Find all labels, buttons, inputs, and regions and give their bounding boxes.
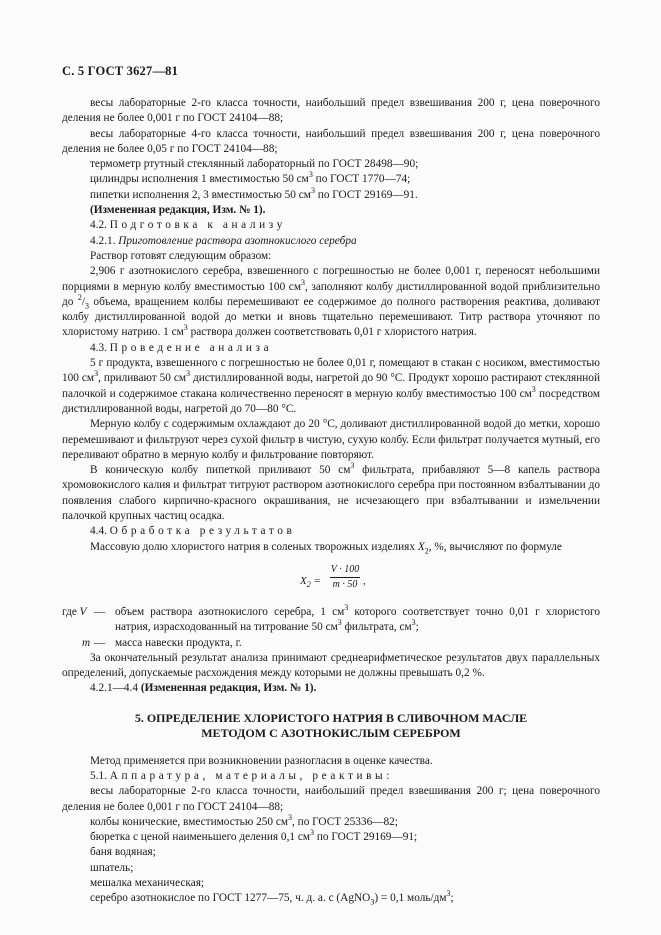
section-heading-4-4: 4.4. Обработка результатов — [90, 525, 296, 538]
formula-denominator: m · 50 — [332, 578, 358, 590]
paragraph: Массовую долю хлористого натрия в соленых творожных изделиях $X_2$, %, вычисляют по формуле — [90, 540, 562, 555]
paragraph: Раствор готовят следующим образом: — [90, 249, 272, 262]
section-heading-4-2: 4.2. Подготовка к анализу — [90, 219, 286, 232]
section-heading-4-2-1: 4.2.1. Приготовление раствора азотнокислого серебра — [90, 234, 357, 247]
list-item: шпатель; — [90, 861, 134, 874]
list-item: мешалка механическая; — [90, 877, 205, 890]
paragraph: За окончательный результат анализа принимают среднеарифметическое результатов двух параллельных определений, допускаемые расхождения между которыми не должны превышать 0,2 %. — [62, 651, 600, 680]
fraction-bar — [330, 577, 360, 578]
list-item: весы лабораторные 2-го класса точности, наибольший предел взвешивания 200 г; цена поверочного деления не более 0,001 г по ГОСТ 24104—88; — [62, 785, 600, 813]
section-heading-5-1: 5.1. Аппаратура, материалы, реактивы: — [90, 769, 393, 782]
amendment-note: 4.2.1—4.4 (Измененная редакция, Изм. № 1). — [90, 682, 317, 695]
where-item-m: m — масса навески продукта, г. — [82, 636, 242, 649]
paragraph: 2,906 г азотнокислого серебра, взвешенного с погрешностью не более 0,001 г, переносят небольшими порциями в мерную колбу вместимостью 100 $см^3$, заполняют колбу дистиллированной водой приблизительно до $^2/_3$ объема, вращением колбы перемешивают ее содержимое до полного растворения реактива, доливают колбу дистиллированной водой до метки и вновь тщательно перемешивают. Титр раствора уточняют по хлористому натрию. 1 $см^3$ раствора должен соответствовать 0,01 г хлористого натрия. — [62, 265, 600, 339]
section-5-title: 5. ОПРЕДЕЛЕНИЕ ХЛОРИСТОГО НАТРИЯ В СЛИВОЧНОМ МАСЛЕ МЕТОДОМ С АЗОТНОКИСЛЫМ СЕРЕБРОМ — [134, 710, 528, 740]
formula-numerator: V · 100 — [330, 563, 360, 575]
formula-fraction — [330, 564, 360, 591]
list-item: баня водяная; — [90, 846, 156, 859]
list-item: термометр ртутный стеклянный лабораторный по ГОСТ 28498—90; — [90, 158, 419, 171]
list-item: весы лабораторные 2-го класса точности, наибольший предел взвешивания 200 г, цена поверочного деления не более 0,001 г по ГОСТ 24104—88; — [62, 97, 600, 125]
paragraph: В коническую колбу пипеткой приливают 50 $см^3$ фильтрата, прибавляют 5—8 капель раствора хромовокислого калия и фильтрат титруют раствором азотнокислого серебра при постоянном взбалтывании до появления слабого кирпично-красного окрашивания, не исчезающего при взбалтывании и измельчении палочкой крупных частиц осадка. — [62, 461, 600, 523]
page-header: С. 5 ГОСТ 3627—81 — [62, 64, 179, 78]
list-item: цилиндры исполнения 1 вместимостью 50 $см^3$ по ГОСТ 1770—74; — [90, 170, 411, 186]
paragraph: Мерную колбу с содержимым охлаждают до 20 °С, доливают дистиллированной водой до метки, хорошо перемешивают и фильтруют через сухой фильтр в чистую, сухую колбу. Если фильтрат получается мутный, его переливают обратно в мерную колбу и фильтрование повторяют. — [62, 418, 600, 461]
list-item: колбы конические, вместимостью 250 $см^3$, по ГОСТ 25336—82; — [90, 813, 398, 828]
formula-lhs: $X_2$ = — [300, 574, 321, 590]
amendment-note: (Измененная редакция, Изм. № 1). — [90, 204, 266, 217]
paragraph: Метод применяется при возникновении разногласия в оценке качества. — [90, 754, 433, 767]
list-item: весы лабораторные 4-го класса точности, наибольший предел взвешивания 200 г, цена поверочного деления не более 0,05 г по ГОСТ 24104—88; — [62, 127, 600, 155]
list-item: пипетки исполнения 2, 3 вместимостью 50 $см^3$ по ГОСТ 29169—91. — [90, 186, 418, 201]
paragraph: 5 г продукта, взвешенного с погрешностью не более 0,01 г, помещают в стакан с носиком, вместимостью 100 $см^3$, приливают 50 $см^3$ дистиллированной воды, нагретой до 90 °С. Продукт хорошо растирают стеклянной палочкой и содержимое стакана количественно переносят в мерную колбу вместимостью 100 $см^3$ посредством дистиллированной воды, нагретой до 70—80 °С. — [62, 357, 601, 415]
section-heading-4-3: 4.3. Проведение анализа — [90, 341, 273, 354]
formula: $X_2$ = V · 100 m · 50 , — [300, 563, 366, 590]
list-item: бюретка с ценой наименьшего деления 0,1 $см^3$ по ГОСТ 29169—91; — [90, 828, 418, 844]
document-body — [62, 96, 600, 907]
where-item-v: где V — объем раствора азотнокислого серебра, 1 $см^3$ которого соответствует точно 0,01 г хлористого натрия, израсходованный на титрование 50 $см^3$ фильтрата, $см^3$; — [62, 603, 601, 634]
list-item: серебро азотнокислое по ГОСТ 1277—75, ч. д. а. с (AgNO$_3$) = 0,1 моль/$дм^3$; — [90, 889, 454, 907]
